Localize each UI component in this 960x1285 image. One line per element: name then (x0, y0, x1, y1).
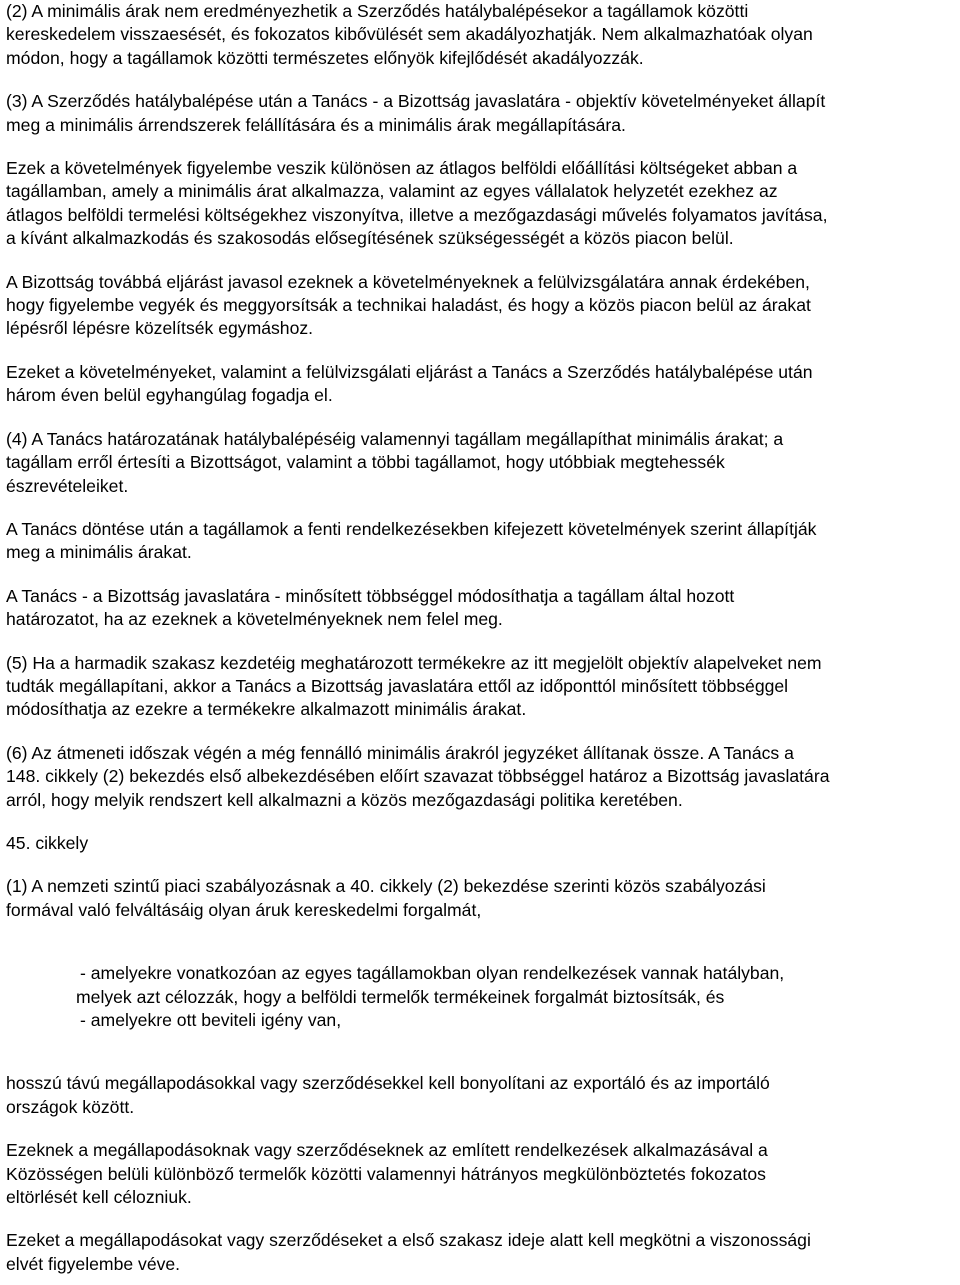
text-line: eltörlését kell célozniuk. (6, 1187, 192, 1208)
text-line: A Tanács - a Bizottság javaslatára - minősített többséggel módosíthatja a tagállam által hozott (6, 585, 735, 606)
text-line: (1) A nemzeti szintű piaci szabályozásnak a 40. cikkely (2) bekezdése szerinti közös szabályozási (6, 876, 766, 897)
paragraph-criteria-details (6, 157, 956, 251)
text-line: három éven belül egyhangúlag fogadja el. (6, 385, 333, 406)
text-line: (2) A minimális árak nem eredményezhetik a Szerződés hatálybalépésekor a tagállamok közötti (6, 1, 749, 21)
text-line: meg a minimális árakat. (6, 542, 192, 563)
text-line: arról, hogy melyik rendszert kell alkalmazni a közös mezőgazdasági politika keretében. (6, 789, 683, 810)
text-line: meg a minimális árrendszerek felállítására és a minimális árak megállapítására. (6, 114, 626, 135)
paragraph-commission-review (6, 271, 956, 341)
text-line: Ezeket a követelményeket, valamint a felülvizsgálati eljárást a Tanács a Szerződés hatálybalépése után (6, 361, 813, 382)
paragraph-4-member-states (6, 428, 956, 498)
text-line: Ezek a követelmények figyelembe veszik különösen az átlagos belföldi előállítási költségeket abban a (6, 158, 798, 179)
text-line: Ezeket a megállapodásokat vagy szerződéseket a első szakasz ideje alatt kell megkötni a viszonossági (6, 1230, 811, 1251)
text-line: tagállam erről értesíti a Bizottságot, valamint a többi tagállamot, hogy utóbbiak megtehessék (6, 452, 725, 473)
text-line: átlagos belföldi termelési költségekhez viszonyítva, illetve a mezőgazdasági művelés folyamatos javítása, (6, 204, 828, 225)
list-item: - amelyekre vonatkozóan az egyes tagállamokban olyan rendelkezések vannak hatályban, (80, 963, 785, 984)
text-line: (5) Ha a harmadik szakasz kezdetéig meghatározott termékekre az itt megjelölt objektív alapelveket nem (6, 652, 822, 673)
text-line: hogy figyelembe vegyék és meggyorsítsák a technikai haladást, és hogy a közös piacon belül az árakat (6, 295, 811, 316)
text-line: kereskedelem visszaesését, és fokozatos kibővülését sem akadályozhatják. Nem alkalmazhatóak olyan (6, 24, 813, 45)
paragraph-council-decision (6, 518, 956, 565)
document-page (6, 0, 956, 1276)
text-line: tagállamban, amely a minimális árat alkalmazza, valamint az egyes vállalatok helyzetét ezekhez az (6, 181, 778, 202)
paragraph-1-national-regulation (6, 875, 956, 922)
paragraph-5-third-stage (6, 652, 956, 722)
text-line: Közösségen belüli különböző termelők közötti valamennyi hátrányos megkülönböztetés fokozatos (6, 1163, 766, 1184)
text-line: (4) A Tanács határozatának hatálybalépéséig valamennyi tagállam megállapíthat minimális árakat; a (6, 428, 784, 449)
text-line: határozatot, ha az ezeknek a követelményeknek nem felel meg. (6, 609, 503, 630)
text-line: elvét figyelembe véve. (6, 1253, 181, 1274)
text-line: (6) Az átmeneti időszak végén a még fennálló minimális árakról jegyzéket állítanak össze. A Tanács a (6, 742, 794, 763)
list-item: - amelyekre ott beviteli igény van, (80, 1010, 342, 1030)
text-line: tudták megállapítani, akkor a Tanács a Bizottság javaslatára ettől az időponttól minősített többséggel (6, 675, 789, 696)
text-line: formával való felváltásáig olyan áruk kereskedelmi forgalmát, (6, 899, 482, 920)
paragraph-reciprocity (6, 1229, 956, 1276)
text-line: lépésről lépésre közelítsék egymáshoz. (6, 318, 314, 339)
text-line: A Bizottság továbbá eljárást javasol ezeknek a követelményeknek a felülvizsgálatára annak érdekében, (6, 271, 810, 292)
paragraph-3-objective-criteria (6, 90, 956, 137)
text-line: A Tanács döntése után a tagállamok a fenti rendelkezésekben kifejezett követelmények szerint állapítják (6, 518, 817, 539)
article-title: 45. cikkely (6, 832, 89, 853)
text-line: (3) A Szerződés hatálybalépése után a Tanács - a Bizottság javaslatára - objektív követelményeket állapít (6, 91, 826, 112)
text-line: országok között. (6, 1096, 135, 1117)
text-line: módosíthatja az ezekre a termékekre alkalmazott minimális árakat. (6, 699, 527, 720)
text-line: a kívánt alkalmazkodás és szakosodás elősegítésének szükségességét a közös piacon belül. (6, 228, 734, 249)
paragraph-2-minimum-prices (6, 0, 956, 70)
conditions-list (6, 962, 956, 1032)
text-line: módon, hogy a tagállamok közötti természetes előnyök kifejlődését akadályozzák. (6, 47, 644, 68)
article-heading (6, 832, 956, 855)
list-item-continuation: melyek azt célozzák, hogy a belföldi termelők termékeinek forgalmát biztosítsák, és (76, 986, 725, 1007)
paragraph-long-term-agreements (6, 1072, 956, 1119)
paragraph-discrimination-elimination (6, 1139, 956, 1209)
text-line: Ezeknek a megállapodásoknak vagy szerződéseknek az említett rendelkezések alkalmazásával a (6, 1140, 768, 1161)
text-line: észrevételeiket. (6, 475, 129, 496)
paragraph-qualified-majority (6, 585, 956, 632)
paragraph-adoption (6, 361, 956, 408)
text-line: 148. cikkely (2) bekezdés első albekezdésében előírt szavazat többséggel határoz a Bizottság javaslatára (6, 766, 830, 787)
paragraph-6-transition-end (6, 742, 956, 812)
text-line: hosszú távú megállapodásokkal vagy szerződésekkel kell bonyolítani az exportáló és az importáló (6, 1073, 770, 1094)
